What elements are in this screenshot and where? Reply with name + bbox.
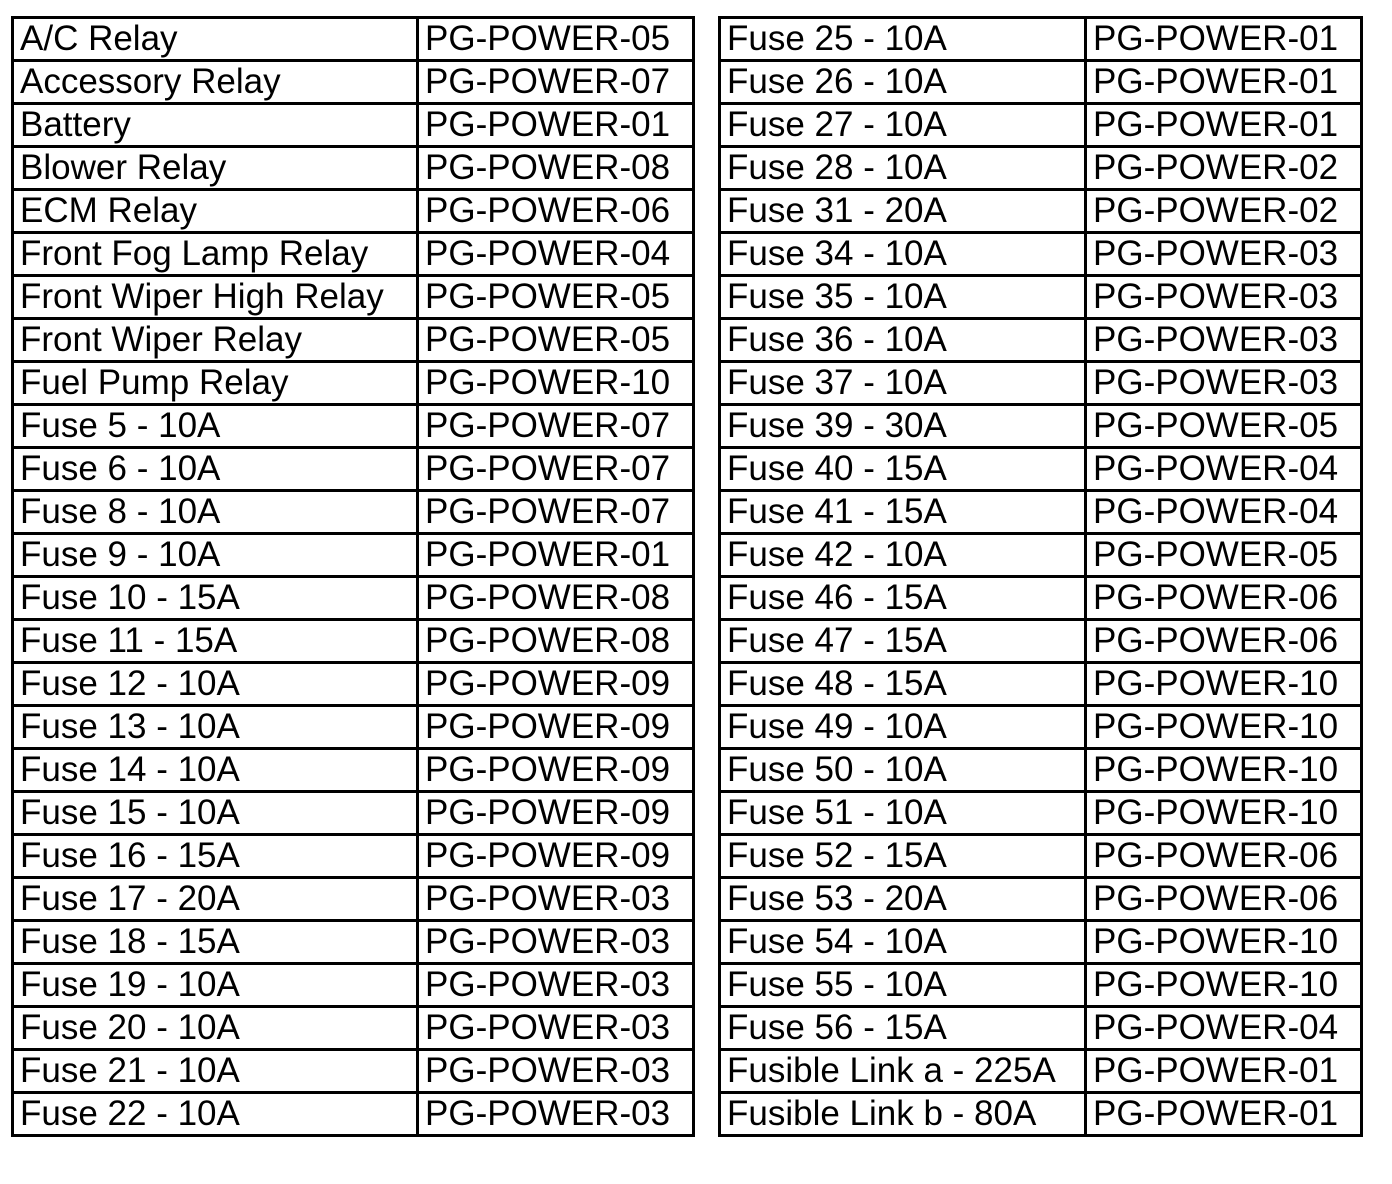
- table-row: [720, 405, 1362, 448]
- page-reference-cell: PG-POWER-04: [1086, 448, 1362, 491]
- table-row: [720, 1093, 1362, 1136]
- table-row: [13, 964, 694, 1007]
- component-name-cell: Fuse 26 - 10A: [720, 61, 1086, 104]
- table-row: [720, 663, 1362, 706]
- page-reference-cell: PG-POWER-10: [1086, 964, 1362, 1007]
- table-row: [13, 405, 694, 448]
- page-reference-cell: PG-POWER-03: [1086, 233, 1362, 276]
- page-reference-cell: PG-POWER-07: [418, 448, 694, 491]
- component-name-cell: Fuse 55 - 10A: [720, 964, 1086, 1007]
- component-name-cell: Front Wiper High Relay: [13, 276, 418, 319]
- table-row: [13, 1050, 694, 1093]
- component-name-cell: Fuse 53 - 20A: [720, 878, 1086, 921]
- page-reference-cell: PG-POWER-10: [1086, 792, 1362, 835]
- page-reference-cell: PG-POWER-01: [1086, 18, 1362, 61]
- table-row: [720, 491, 1362, 534]
- page-reference-cell: PG-POWER-03: [1086, 276, 1362, 319]
- page-reference-cell: PG-POWER-03: [418, 964, 694, 1007]
- table-row: [13, 233, 694, 276]
- page-reference-cell: PG-POWER-09: [418, 706, 694, 749]
- page-reference-cell: PG-POWER-04: [1086, 491, 1362, 534]
- component-name-cell: Fuse 12 - 10A: [13, 663, 418, 706]
- table-row: [13, 620, 694, 663]
- component-name-cell: Fuse 17 - 20A: [13, 878, 418, 921]
- page-reference-cell: PG-POWER-09: [418, 749, 694, 792]
- index-table-right-body: [720, 18, 1362, 1136]
- page-reference-cell: PG-POWER-01: [1086, 104, 1362, 147]
- table-row: [720, 1007, 1362, 1050]
- page-reference-cell: PG-POWER-01: [418, 104, 694, 147]
- component-name-cell: Fuse 25 - 10A: [720, 18, 1086, 61]
- component-name-cell: Fuse 37 - 10A: [720, 362, 1086, 405]
- table-row: [13, 663, 694, 706]
- component-name-cell: Fuse 28 - 10A: [720, 147, 1086, 190]
- page-reference-cell: PG-POWER-01: [418, 534, 694, 577]
- component-name-cell: Fuse 35 - 10A: [720, 276, 1086, 319]
- component-name-cell: Fuse 5 - 10A: [13, 405, 418, 448]
- page-reference-cell: PG-POWER-01: [1086, 1093, 1362, 1136]
- component-name-cell: Fuse 20 - 10A: [13, 1007, 418, 1050]
- component-name-cell: Fuse 40 - 15A: [720, 448, 1086, 491]
- page-reference-cell: PG-POWER-06: [1086, 620, 1362, 663]
- table-row: [720, 1050, 1362, 1093]
- table-row: [13, 190, 694, 233]
- table-row: [13, 749, 694, 792]
- page-reference-cell: PG-POWER-06: [1086, 577, 1362, 620]
- component-name-cell: Battery: [13, 104, 418, 147]
- component-name-cell: Fuse 16 - 15A: [13, 835, 418, 878]
- component-name-cell: Front Fog Lamp Relay: [13, 233, 418, 276]
- page-reference-cell: PG-POWER-08: [418, 577, 694, 620]
- page-reference-cell: PG-POWER-01: [1086, 1050, 1362, 1093]
- component-name-cell: Fuse 50 - 10A: [720, 749, 1086, 792]
- table-row: [720, 190, 1362, 233]
- component-name-cell: Fuse 6 - 10A: [13, 448, 418, 491]
- page-reference-cell: PG-POWER-04: [1086, 1007, 1362, 1050]
- table-row: [13, 319, 694, 362]
- component-name-cell: Fuse 41 - 15A: [720, 491, 1086, 534]
- component-name-cell: Fuse 34 - 10A: [720, 233, 1086, 276]
- page-reference-cell: PG-POWER-04: [418, 233, 694, 276]
- page-reference-cell: PG-POWER-06: [418, 190, 694, 233]
- index-table-left: [11, 16, 695, 1137]
- table-row: [13, 448, 694, 491]
- page-reference-cell: PG-POWER-05: [1086, 405, 1362, 448]
- table-row: [720, 233, 1362, 276]
- table-row: [720, 706, 1362, 749]
- component-name-cell: ECM Relay: [13, 190, 418, 233]
- page-reference-cell: PG-POWER-07: [418, 61, 694, 104]
- page-reference-cell: PG-POWER-09: [418, 663, 694, 706]
- table-row: [720, 577, 1362, 620]
- page-reference-cell: PG-POWER-07: [418, 491, 694, 534]
- component-name-cell: Fuse 54 - 10A: [720, 921, 1086, 964]
- page-reference-cell: PG-POWER-10: [1086, 706, 1362, 749]
- component-name-cell: Fuse 48 - 15A: [720, 663, 1086, 706]
- component-name-cell: Fuse 36 - 10A: [720, 319, 1086, 362]
- table-row: [720, 964, 1362, 1007]
- table-row: [720, 749, 1362, 792]
- table-row: [13, 491, 694, 534]
- table-row: [720, 792, 1362, 835]
- component-name-cell: Fuse 51 - 10A: [720, 792, 1086, 835]
- table-row: [720, 319, 1362, 362]
- component-name-cell: Fuse 19 - 10A: [13, 964, 418, 1007]
- page-reference-cell: PG-POWER-05: [1086, 534, 1362, 577]
- component-name-cell: Fuse 42 - 10A: [720, 534, 1086, 577]
- table-row: [720, 276, 1362, 319]
- page-reference-cell: PG-POWER-07: [418, 405, 694, 448]
- index-table-left-body: [13, 18, 694, 1136]
- table-row: [13, 276, 694, 319]
- component-name-cell: Fuse 39 - 30A: [720, 405, 1086, 448]
- table-row: [13, 706, 694, 749]
- page-reference-cell: PG-POWER-10: [1086, 663, 1362, 706]
- table-row: [13, 104, 694, 147]
- component-name-cell: Fuse 21 - 10A: [13, 1050, 418, 1093]
- page-reference-cell: PG-POWER-10: [1086, 749, 1362, 792]
- component-name-cell: Fuse 8 - 10A: [13, 491, 418, 534]
- component-name-cell: Fusible Link b - 80A: [720, 1093, 1086, 1136]
- table-row: [13, 18, 694, 61]
- page-reference-cell: PG-POWER-08: [418, 147, 694, 190]
- component-name-cell: Fuel Pump Relay: [13, 362, 418, 405]
- component-name-cell: Blower Relay: [13, 147, 418, 190]
- page-reference-cell: PG-POWER-06: [1086, 835, 1362, 878]
- page-reference-cell: PG-POWER-05: [418, 319, 694, 362]
- page-reference-cell: PG-POWER-08: [418, 620, 694, 663]
- component-name-cell: Fuse 56 - 15A: [720, 1007, 1086, 1050]
- index-table-right: [718, 16, 1363, 1137]
- page-reference-cell: PG-POWER-03: [418, 1007, 694, 1050]
- table-row: [720, 620, 1362, 663]
- component-name-cell: Fuse 14 - 10A: [13, 749, 418, 792]
- component-name-cell: Fuse 13 - 10A: [13, 706, 418, 749]
- table-row: [720, 18, 1362, 61]
- table-row: [720, 104, 1362, 147]
- table-row: [720, 921, 1362, 964]
- component-name-cell: Fuse 18 - 15A: [13, 921, 418, 964]
- component-name-cell: Accessory Relay: [13, 61, 418, 104]
- table-row: [13, 147, 694, 190]
- table-row: [720, 61, 1362, 104]
- table-row: [720, 362, 1362, 405]
- component-name-cell: Fuse 46 - 15A: [720, 577, 1086, 620]
- page-reference-cell: PG-POWER-03: [1086, 319, 1362, 362]
- component-name-cell: Fuse 27 - 10A: [720, 104, 1086, 147]
- page-reference-cell: PG-POWER-09: [418, 835, 694, 878]
- component-name-cell: Fusible Link a - 225A: [720, 1050, 1086, 1093]
- page-reference-cell: PG-POWER-03: [418, 878, 694, 921]
- page-reference-cell: PG-POWER-06: [1086, 878, 1362, 921]
- table-row: [13, 1093, 694, 1136]
- component-name-cell: A/C Relay: [13, 18, 418, 61]
- page-reference-cell: PG-POWER-03: [418, 1050, 694, 1093]
- table-row: [13, 878, 694, 921]
- component-name-cell: Fuse 22 - 10A: [13, 1093, 418, 1136]
- page-reference-cell: PG-POWER-03: [418, 921, 694, 964]
- table-row: [13, 534, 694, 577]
- page-reference-cell: PG-POWER-10: [1086, 921, 1362, 964]
- table-row: [13, 835, 694, 878]
- page-reference-cell: PG-POWER-03: [1086, 362, 1362, 405]
- table-row: [13, 921, 694, 964]
- component-name-cell: Fuse 31 - 20A: [720, 190, 1086, 233]
- page-reference-cell: PG-POWER-10: [418, 362, 694, 405]
- component-name-cell: Fuse 9 - 10A: [13, 534, 418, 577]
- component-name-cell: Fuse 52 - 15A: [720, 835, 1086, 878]
- page-reference-cell: PG-POWER-03: [418, 1093, 694, 1136]
- table-row: [720, 534, 1362, 577]
- table-row: [13, 1007, 694, 1050]
- table-row: [720, 878, 1362, 921]
- component-name-cell: Fuse 10 - 15A: [13, 577, 418, 620]
- table-row: [13, 792, 694, 835]
- table-row: [720, 448, 1362, 491]
- page-reference-cell: PG-POWER-05: [418, 276, 694, 319]
- page-reference-cell: PG-POWER-09: [418, 792, 694, 835]
- component-name-cell: Front Wiper Relay: [13, 319, 418, 362]
- table-row: [13, 362, 694, 405]
- component-name-cell: Fuse 49 - 10A: [720, 706, 1086, 749]
- table-row: [13, 577, 694, 620]
- component-name-cell: Fuse 15 - 10A: [13, 792, 418, 835]
- component-name-cell: Fuse 47 - 15A: [720, 620, 1086, 663]
- component-name-cell: Fuse 11 - 15A: [13, 620, 418, 663]
- page-reference-cell: PG-POWER-05: [418, 18, 694, 61]
- page-reference-cell: PG-POWER-02: [1086, 147, 1362, 190]
- table-row: [720, 835, 1362, 878]
- page-reference-cell: PG-POWER-02: [1086, 190, 1362, 233]
- table-row: [720, 147, 1362, 190]
- table-row: [13, 61, 694, 104]
- page-reference-cell: PG-POWER-01: [1086, 61, 1362, 104]
